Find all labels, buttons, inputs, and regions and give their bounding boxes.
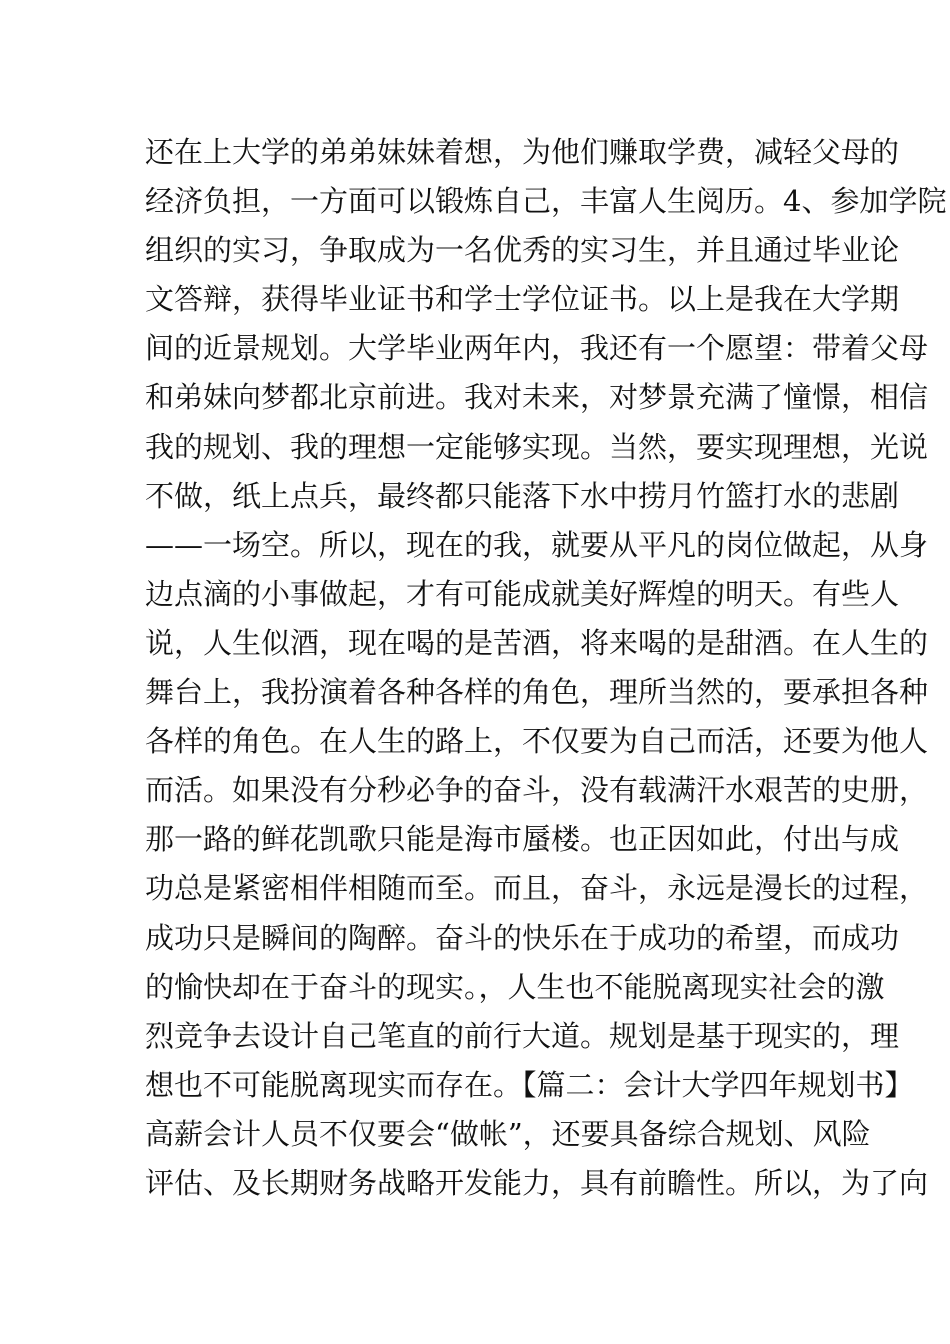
text-line: 舞台上，我扮演着各种各样的角色，理所当然的，要承担各种 (145, 675, 929, 710)
text-line: 各样的角色。在人生的路上，不仅要为自己而活，还要为他人 (145, 724, 929, 759)
text-line: 经济负担，一方面可以锻炼自己，丰富人生阅历。4、参加学院 (145, 184, 947, 219)
text-line: 而活。如果没有分秒必争的奋斗，没有载满汗水艰苦的史册， (145, 773, 929, 808)
body-text (145, 128, 947, 1208)
text-line: 文答辩，获得毕业证书和学士学位证书。以上是我在大学期 (145, 282, 900, 317)
text-line: 我的规划、我的理想一定能够实现。当然，要实现理想，光说 (145, 429, 929, 464)
text-line: 功总是紧密相伴相随而至。而且，奋斗，永远是漫长的过程， (145, 871, 929, 906)
text-line: 还在上大学的弟弟妹妹着想，为他们赚取学费，减轻父母的 (145, 135, 900, 169)
text-line: 组织的实习，争取成为一名优秀的实习生，并且通过毕业论 (145, 233, 900, 268)
text-line: 边点滴的小事做起，才有可能成就美好辉煌的明天。有些人 (145, 576, 900, 611)
text-line: 高薪会计人员不仅要会“做帐”，还要具备综合规划、风险 (145, 1116, 871, 1151)
text-line: 说，人生似酒，现在喝的是苦酒，将来喝的是甜酒。在人生的 (145, 625, 929, 660)
text-line: 成功只是瞬间的陶醉。奋斗的快乐在于成功的希望，而成功 (145, 920, 900, 955)
text-line: 不做，纸上点兵，最终都只能落下水中捞月竹篮打水的悲剧 (145, 478, 900, 513)
text-line: 想也不可能脱离现实而存在。【篇二：会计大学四年规划书】 (145, 1067, 914, 1102)
text-line: 间的近景规划。大学毕业两年内，我还有一个愿望：带着父母 (145, 331, 929, 366)
text-line: 评估、及长期财务战略开发能力，具有前瞻性。所以，为了向 (145, 1165, 929, 1200)
text-line: 的愉快却在于奋斗的现实。，人生也不能脱离现实社会的激 (145, 969, 885, 1004)
text-line: 烈竞争去设计自己笔直的前行大道。规划是基于现实的，理 (145, 1018, 900, 1053)
text-line: 和弟妹向梦都北京前进。我对未来，对梦景充满了憧憬，相信 (145, 380, 929, 415)
text-line: ——一场空。所以，现在的我，就要从平凡的岗位做起，从身 (145, 527, 929, 562)
text-line: 那一路的鲜花凯歌只能是海市蜃楼。也正因如此，付出与成 (145, 822, 900, 857)
